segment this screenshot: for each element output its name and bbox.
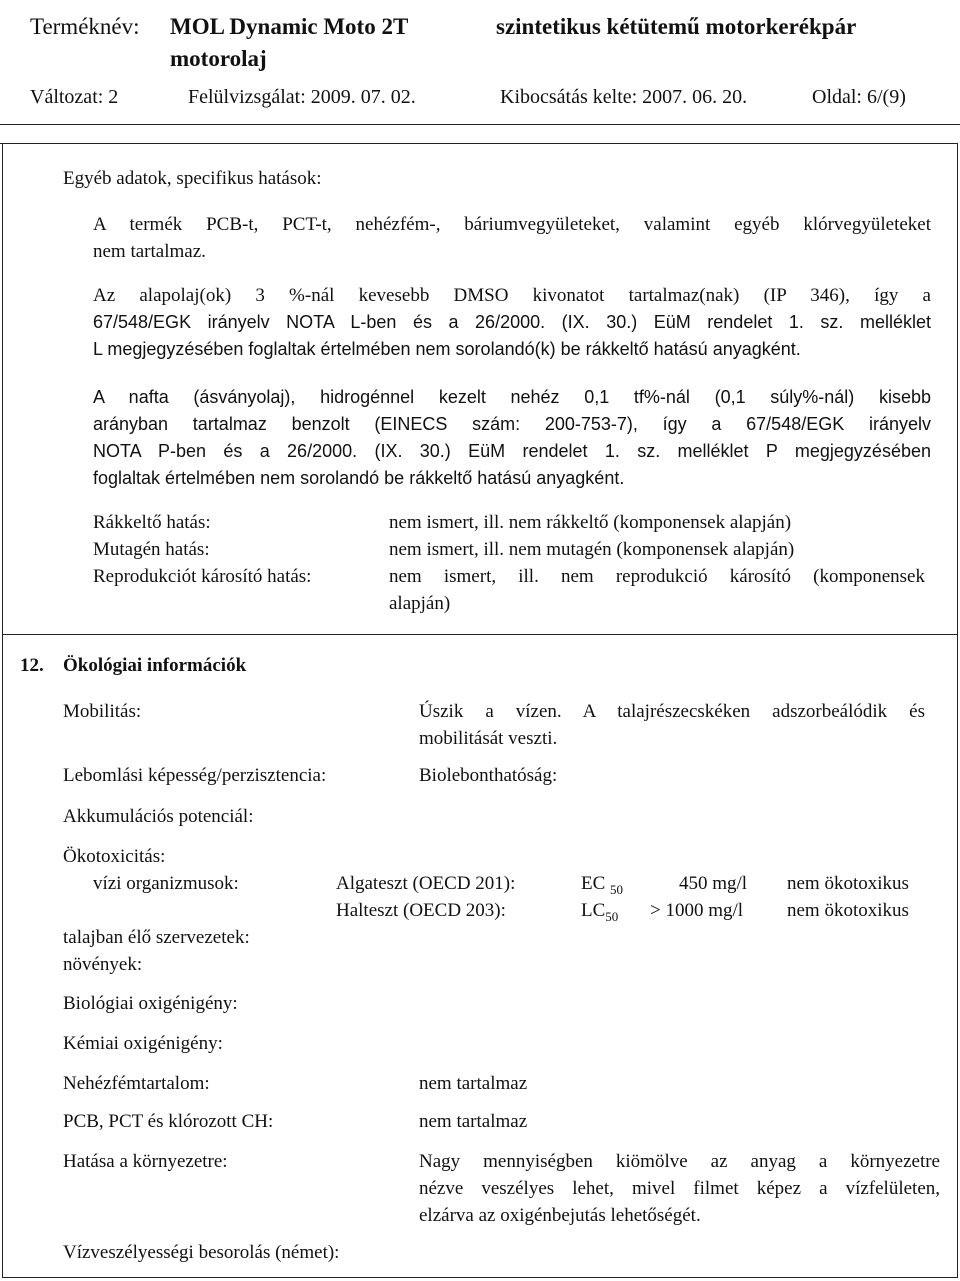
- field-value: Biolebonthatóság:: [419, 765, 558, 786]
- field-label: Nehézfémtartalom:: [63, 1073, 210, 1094]
- content-frame-top: [0, 143, 958, 144]
- content-frame-bottom: [2, 1277, 958, 1278]
- field-value: Úszik a vízen. A talajrészecskéken adszorbeálódik és: [419, 701, 925, 722]
- section-title: Ökológiai információk: [63, 655, 247, 676]
- field-value: nem tartalmaz: [419, 1073, 528, 1094]
- product-name: MOL Dynamic Moto 2T: [170, 14, 409, 39]
- field-value-cont: mobilitását veszti.: [419, 728, 558, 749]
- paragraph-line: nem tartalmaz.: [93, 241, 206, 262]
- paragraph-line: Az alapolaj(ok) 3 %-nál kevesebb DMSO kivonatot tartalmaz(nak) (IP 346), így a: [93, 285, 931, 306]
- effect-label: Reprodukciót károsító hatás:: [93, 566, 312, 587]
- paragraph-line: A nafta (ásványolaj), hidrogénnel kezelt nehéz 0,1 tf%-nál (0,1 súly%-nál) kisebb: [93, 387, 931, 407]
- test-result: nem ökotoxikus: [787, 873, 909, 894]
- effect-value: nem ismert, ill. nem mutagén (komponensek alapján): [389, 539, 795, 560]
- effect-value-cont: alapján): [389, 593, 451, 614]
- field-sublabel: talajban élő szervezetek:: [63, 927, 250, 948]
- test-name: Halteszt (OECD 203):: [336, 900, 506, 921]
- test-parameter: EC $_{50}$: [581, 873, 624, 897]
- product-name-cont: szintetikus kétütemű motorkerékpár: [496, 14, 857, 39]
- section-heading: Egyéb adatok, specifikus hatások:: [63, 168, 322, 189]
- product-name-cont2: motorolaj: [170, 46, 267, 71]
- field-value-cont: nézve veszélyes lehet, mivel filmet képez a vízfelületen,: [419, 1178, 940, 1199]
- test-result: nem ökotoxikus: [787, 900, 909, 921]
- field-label: Hatása a környezetre:: [63, 1151, 228, 1172]
- effect-label: Rákkeltő hatás:: [93, 512, 211, 533]
- header-divider: [0, 124, 960, 125]
- test-value: 450 mg/l: [679, 873, 748, 894]
- section-number: 12.: [20, 655, 44, 676]
- field-value-cont: elzárva az oxigénbejutás lehetőségét.: [419, 1205, 701, 1226]
- field-value: Nagy mennyiségben kiömölve az anyag a környezetre: [419, 1151, 940, 1172]
- effect-label: Mutagén hatás:: [93, 539, 210, 560]
- field-label: Biológiai oxigénigény:: [63, 993, 238, 1014]
- product-label: Terméknév:: [30, 14, 140, 39]
- paragraph-line: 67/548/EGK irányelv NOTA L-ben és a 26/2000. (IX. 30.) EüM rendelet 1. sz. melléklet: [93, 312, 931, 332]
- field-value: nem tartalmaz: [419, 1111, 528, 1132]
- field-label: Vízveszélyességi besorolás (német):: [63, 1242, 340, 1263]
- section-divider: [2, 634, 958, 635]
- field-sublabel: vízi organizmusok:: [93, 873, 239, 894]
- test-name: Algateszt (OECD 201):: [336, 873, 516, 894]
- paragraph-line: L megjegyzésében foglaltak értelmében nem sorolandó(k) be rákkeltő hatású anyagként.: [93, 339, 801, 359]
- paragraph-line: foglaltak értelmében nem sorolandó be rákkeltő hatású anyagként.: [93, 468, 625, 488]
- issue-date: Kibocsátás kelte: 2007. 06. 20.: [500, 86, 748, 108]
- paragraph-line: NOTA P-ben és a 26/2000. (IX. 30.) EüM rendelet 1. sz. melléklet P megjegyzésében: [93, 441, 931, 461]
- field-label: Mobilitás:: [63, 701, 142, 722]
- field-label: Kémiai oxigénigény:: [63, 1033, 223, 1054]
- revision-date: Felülvizsgálat: 2009. 07. 02.: [188, 86, 416, 108]
- content-frame-left: [2, 143, 3, 1277]
- effect-value: nem ismert, ill. nem reprodukció károsító (komponensek: [389, 566, 925, 587]
- test-parameter: $LC_{50}$: [581, 900, 619, 924]
- version: Változat: 2: [30, 86, 119, 108]
- field-label: Akkumulációs potenciál:: [63, 806, 254, 827]
- field-label: Lebomlási képesség/perzisztencia:: [63, 765, 327, 786]
- page-number: Oldal: 6/(9): [812, 86, 906, 108]
- effect-value: nem ismert, ill. nem rákkeltő (komponensek alapján): [389, 512, 792, 533]
- field-label: Ökotoxicitás:: [63, 846, 166, 867]
- field-label: PCB, PCT és klórozott CH:: [63, 1111, 274, 1132]
- field-sublabel: növények:: [63, 954, 143, 975]
- test-value: > 1000 mg/l: [650, 900, 744, 921]
- paragraph-line: A termék PCB-t, PCT-t, nehézfém-, báriumvegyületeket, valamint egyéb klórvegyületeket: [93, 214, 931, 235]
- content-frame-right: [957, 143, 958, 1277]
- paragraph-line: arányban tartalmaz benzolt (EINECS szám: 200-753-7), így a 67/548/EGK irányelv: [93, 414, 931, 434]
